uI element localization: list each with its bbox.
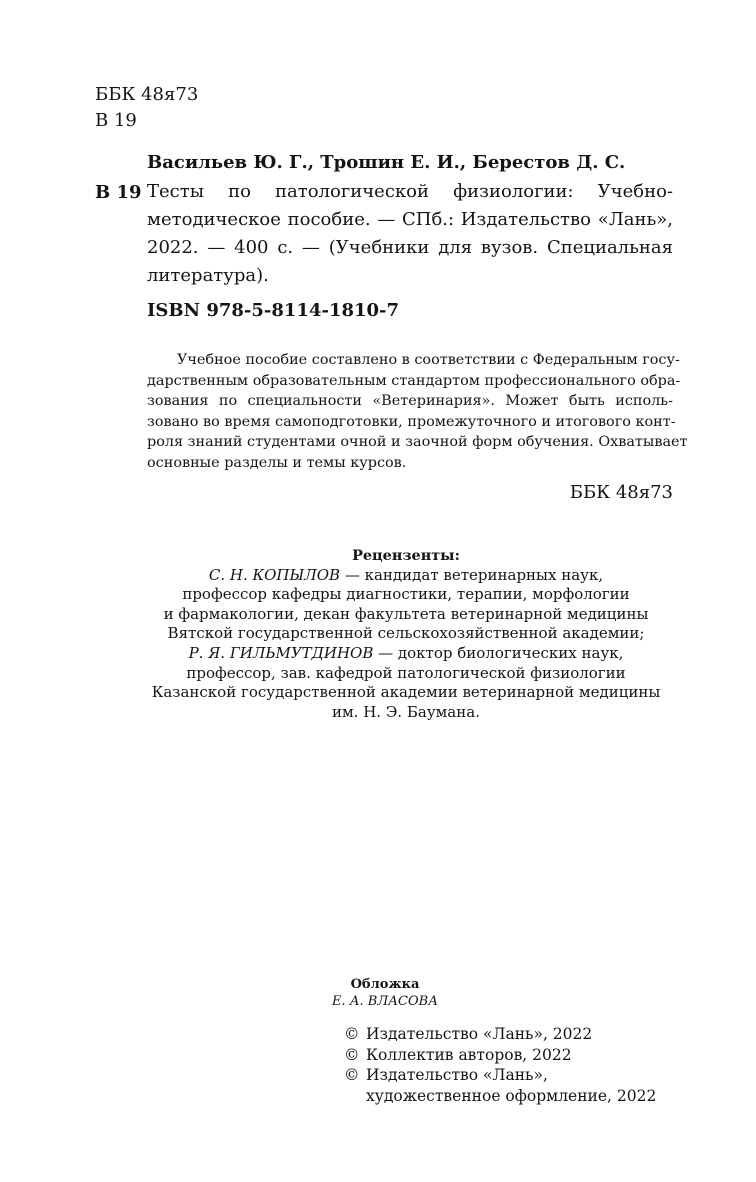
abstract-line: зования по специальности «Ветеринария». Может быть исполь- (147, 393, 673, 409)
reviewer-1-line: и фармакологии, декан факультета ветеринарной медицины (163, 604, 649, 623)
abstract (147, 350, 688, 473)
reviewers-heading: Рецензенты: (352, 547, 460, 564)
bbk-code-top: ББК 48я73 (95, 84, 199, 105)
abstract-line: роля знаний студентами очной и заочной форм обучения. Охватывает (147, 434, 688, 450)
reviewer-2-degree: — доктор биологических наук, (373, 643, 624, 662)
catalog-block (95, 82, 198, 134)
copyright-line (344, 1045, 656, 1066)
cover-heading: Обложка (350, 977, 420, 992)
copyright-text-continuation: художественное оформление, 2022 (366, 1086, 657, 1105)
copyright-text: Издательство «Лань», (366, 1066, 548, 1084)
reviewer-2-name: Р. Я. ГИЛЬМУТДИНОВ (188, 643, 374, 662)
bbk-code-right: ББК 48я73 (569, 482, 673, 503)
copyright-line (344, 1024, 656, 1045)
abstract-line: Учебное пособие составлено в соответствии с Федеральным госу- (177, 352, 680, 368)
abstract-line: зовано во время самоподготовки, промежуточного и итогового конт- (147, 413, 676, 430)
author-mark-side: В 19 (95, 182, 142, 203)
abstract-line: дарственным образовательным стандартом профессионального обра- (147, 372, 681, 389)
isbn: ISBN 978-5-8114-1810-7 (147, 300, 400, 321)
description-line: 2022. — 400 с. — (Учебники для вузов. Специальная (147, 237, 673, 258)
cover-credit (300, 976, 470, 1010)
authors-line: Васильев Ю. Г., Трошин Е. И., Берестов Д. С. (147, 152, 626, 173)
copyright-icon: © (344, 1045, 360, 1064)
copyright-text: Коллектив авторов, 2022 (366, 1045, 572, 1064)
author-mark-top: В 19 (95, 110, 137, 131)
reviewer-1-line: Вятской государственной сельскохозяйственной академии; (167, 624, 645, 643)
reviewer-1 (100, 566, 712, 586)
description-line: методическое пособие. — СПб.: Издательство «Лань», (147, 209, 673, 230)
copyright-icon: © (344, 1025, 360, 1043)
reviewer-1-line: профессор кафедры диагностики, терапии, морфологии (182, 585, 630, 604)
reviewer-1-degree: — кандидат ветеринарных наук, (340, 565, 604, 584)
copyright-text: Издательство «Лань», 2022 (366, 1025, 593, 1043)
bibliographic-description (147, 178, 673, 290)
description-line: литература). (147, 265, 269, 286)
description-line: Тесты по патологической физиологии: Учебно- (147, 181, 673, 202)
reviewers-block (100, 546, 712, 722)
reviewer-2 (100, 644, 712, 664)
reviewer-1-name: С. Н. КОПЫЛОВ (208, 565, 341, 584)
reviewer-2-line: им. Н. Э. Баумана. (332, 702, 480, 721)
abstract-line: основные разделы и темы курсов. (147, 454, 407, 471)
cover-designer: Е. А. ВЛАСОВА (331, 994, 439, 1009)
copyright-block (344, 1024, 656, 1106)
copyright-line (344, 1065, 656, 1086)
copyright-icon: © (344, 1066, 360, 1084)
reviewer-2-line: Казанской государственной академии ветеринарной медицины (151, 683, 661, 702)
reviewer-2-line: профессор, зав. кафедрой патологической физиологии (186, 663, 626, 682)
